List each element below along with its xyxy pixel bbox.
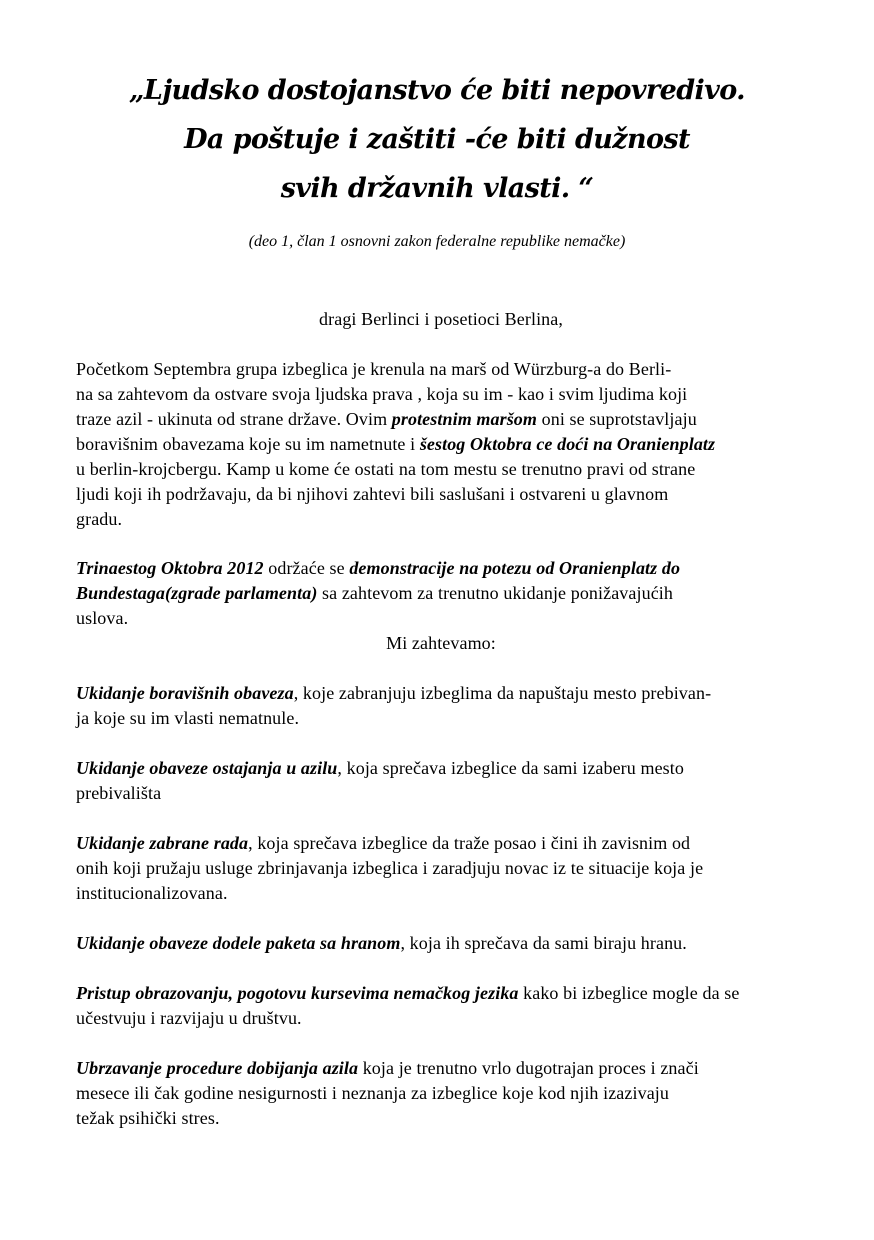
text-run: sa zahtevom za trenutno ukidanje ponižavajućih <box>317 583 673 603</box>
text-run: kako bi izbeglice mogle da se <box>518 983 740 1003</box>
paragraph-line: ja koje su im vlasti nematnule. <box>76 708 300 728</box>
paragraph-line: mesece ili čak godine nesigurnosti i neznanja za izbeglice koje kod njih izazivaju <box>76 1083 669 1103</box>
emphasis-text: Bundestaga(zgrade parlamenta) <box>76 583 318 603</box>
demand-item <box>76 931 806 956</box>
paragraph-line <box>76 756 806 781</box>
paragraph-line: uslova. <box>76 608 129 628</box>
text-run: , koje zabranjuju izbeglima da napuštaju mesto prebivan- <box>293 683 712 703</box>
text-run: koja je trenutno vrlo dugotrajan proces i znači <box>358 1058 699 1078</box>
paragraph-line: ljudi koji ih podržavaju, da bi njihovi zahtevi bili saslušani i ostvareni u glavnom <box>76 484 669 504</box>
paragraph-line <box>76 1056 806 1081</box>
demand-item <box>76 756 806 806</box>
text-run: boravišnim obavezama koje su im nametnute i <box>76 434 420 454</box>
paragraph-intro <box>76 357 806 532</box>
demand-title: Ukidanje obaveze dodele paketa sa hranom <box>76 933 401 953</box>
demand-title: Pristup obrazovanju, pogotovu kursevima nemačkog jezika <box>76 983 519 1003</box>
paragraph-demonstration <box>76 556 806 631</box>
paragraph-line: gradu. <box>76 509 123 529</box>
paragraph-line: onih koji pružaju usluge zbrinjavanja izbeglica i zaradjuju novac iz te situacije koja je <box>76 858 704 878</box>
paragraph-line: institucionalizovana. <box>76 883 228 903</box>
demand-item <box>76 1056 806 1131</box>
emphasis-text: šestog Oktobra ce doći na Oranienplatz <box>419 434 716 454</box>
demand-item <box>76 831 806 906</box>
emphasis-text: protestnim maršom <box>391 409 538 429</box>
paragraph-line: prebivališta <box>76 783 162 803</box>
text-run: , koja sprečava izbeglice da traže posao i čini ih zavisnim od <box>248 833 691 853</box>
quote-line-1: „Ljudsko dostojanstvo će biti nepovredivo. <box>129 75 745 106</box>
emphasis-text: demonstracije na potezu od Oranienplatz do <box>349 558 681 578</box>
paragraph-line <box>76 981 806 1006</box>
demand-title: Ukidanje zabrane rada <box>76 833 249 853</box>
text-run: , koja sprečava izbeglice da sami izaberu mesto <box>337 758 684 778</box>
demand-title: Ukidanje boravišnih obaveza <box>76 683 294 703</box>
paragraph-line <box>76 432 806 457</box>
paragraph-line <box>76 681 806 706</box>
paragraph-line <box>76 407 806 432</box>
quote-line-3: svih državnih vlasti. “ <box>280 173 594 204</box>
text-run: oni se suprotstavljaju <box>537 409 697 429</box>
demand-item <box>76 981 806 1031</box>
paragraph-line: učestvuju i razvijaju u društvu. <box>76 1008 302 1028</box>
citation: (deo 1, član 1 osnovni zakon federalne republike nemačke) <box>248 233 626 250</box>
quote-line-2: Da poštuje i zaštiti -će biti dužnost <box>184 124 690 155</box>
emphasis-text: Trinaestog Oktobra 2012 <box>76 558 264 578</box>
paragraph-line <box>76 931 806 956</box>
demand-title: Ukidanje obaveze ostajanja u azilu <box>76 758 338 778</box>
paragraph-line: u berlin-krojcbergu. Kamp u kome će ostati na tom mestu se trenutno pravi od strane <box>76 459 696 479</box>
paragraph-line <box>76 556 806 581</box>
paragraph-line <box>76 581 806 606</box>
paragraph-line: težak psihički stres. <box>76 1108 220 1128</box>
demands-heading: Mi zahtevamo: <box>386 633 496 653</box>
greeting: dragi Berlinci i posetioci Berlina, <box>319 309 563 329</box>
demand-item <box>76 681 806 731</box>
paragraph-line: Početkom Septembra grupa izbeglica je krenula na marš od Würzburg-a do Berli- <box>76 359 672 379</box>
text-run: , koja ih sprečava da sami biraju hranu. <box>400 933 687 953</box>
quote-block <box>60 66 814 213</box>
text-run: traze azil - ukinuta od strane države. Ovim <box>76 409 392 429</box>
demand-title: Ubrzavanje procedure dobijanja azila <box>76 1058 359 1078</box>
paragraph-line <box>76 831 806 856</box>
text-run: održaće se <box>263 558 350 578</box>
paragraph-line: na sa zahtevom da ostvare svoja ljudska prava , koja su im - kao i svim ljudima koji <box>76 384 688 404</box>
